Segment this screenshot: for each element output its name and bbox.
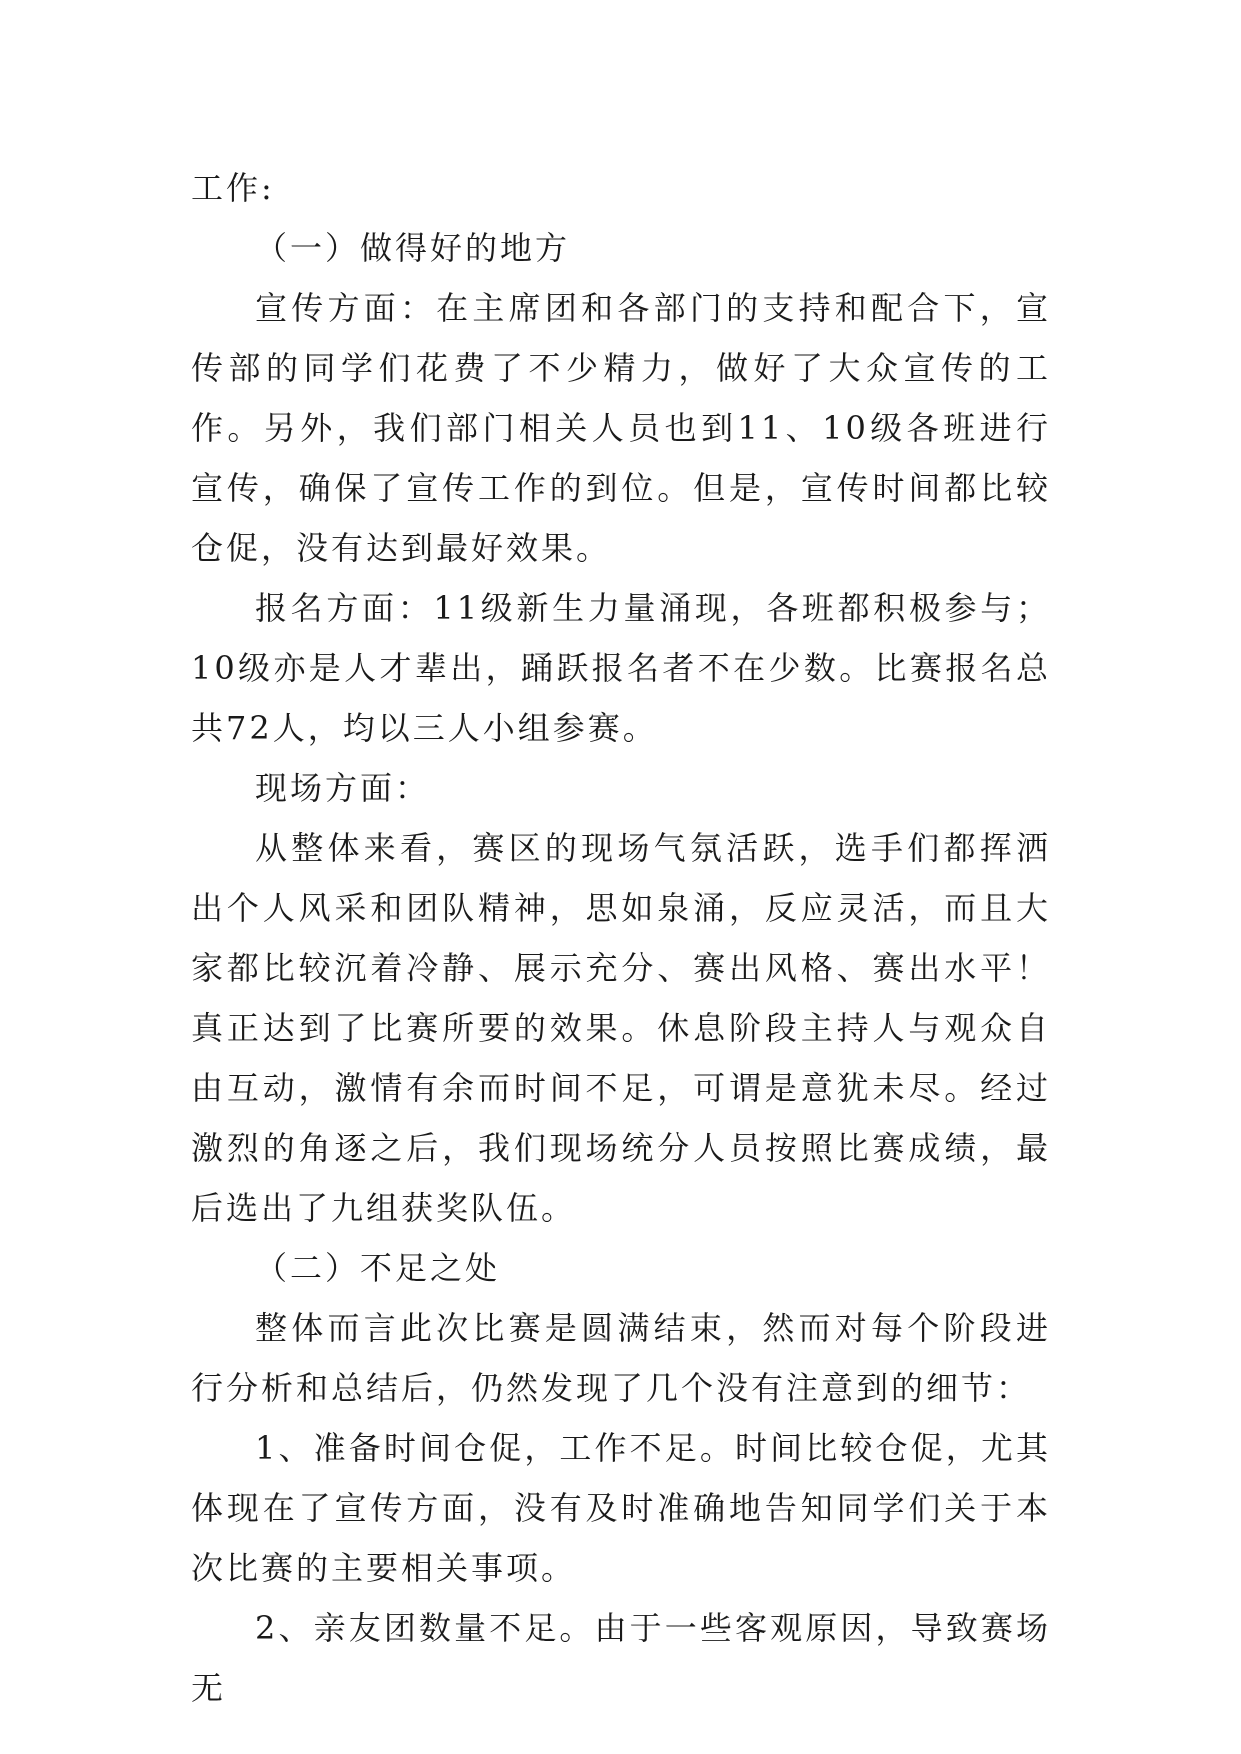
paragraph-overall: 整体而言此次比赛是圆满结束，然而对每个阶段进行分析和总结后，仍然发现了几个没有注意到的细节： xyxy=(191,1309,1051,1407)
paragraph-onsite-detail: 从整体来看，赛区的现场气氛活跃，选手们都挥洒出个人风采和团队精神，思如泉涌，反应灵活，而且大家都比较沉着冷静、展示充分、赛出风格、赛出水平！真正达到了比赛所要的效果。休息阶段主持人与观众自由互动，激情有余而时间不足，可谓是意犹未尽。经过激烈的角逐之后，我们现场统分人员按照比赛成绩，最后选出了九组获奖队伍。 xyxy=(191,829,1051,1227)
section-heading-shortcomings: （二）不足之处 xyxy=(255,1249,501,1287)
paragraph-item-2: 2、亲友团数量不足。由于一些客观原因，导致赛场无 xyxy=(191,1609,1051,1707)
continued-text: 工作: xyxy=(191,169,275,207)
document-body xyxy=(191,158,1051,1718)
paragraph-publicity: 宣传方面：在主席团和各部门的支持和配合下，宣传部的同学们花费了不少精力，做好了大众宣传的工作。另外，我们部门相关人员也到11、10级各班进行宣传，确保了宣传工作的到位。但是，宣传时间都比较仓促，没有达到最好效果。 xyxy=(191,289,1051,567)
paragraph-registration: 报名方面：11级新生力量涌现，各班都积极参与；10级亦是人才辈出，踊跃报名者不在少数。比赛报名总共72人，均以三人小组参赛。 xyxy=(191,589,1051,747)
paragraph-onsite-label: 现场方面： xyxy=(255,769,431,807)
paragraph-item-1: 1、准备时间仓促，工作不足。时间比较仓促，尤其体现在了宣传方面，没有及时准确地告知同学们关于本次比赛的主要相关事项。 xyxy=(191,1429,1051,1587)
section-heading-strengths: （一）做得好的地方 xyxy=(255,229,571,267)
